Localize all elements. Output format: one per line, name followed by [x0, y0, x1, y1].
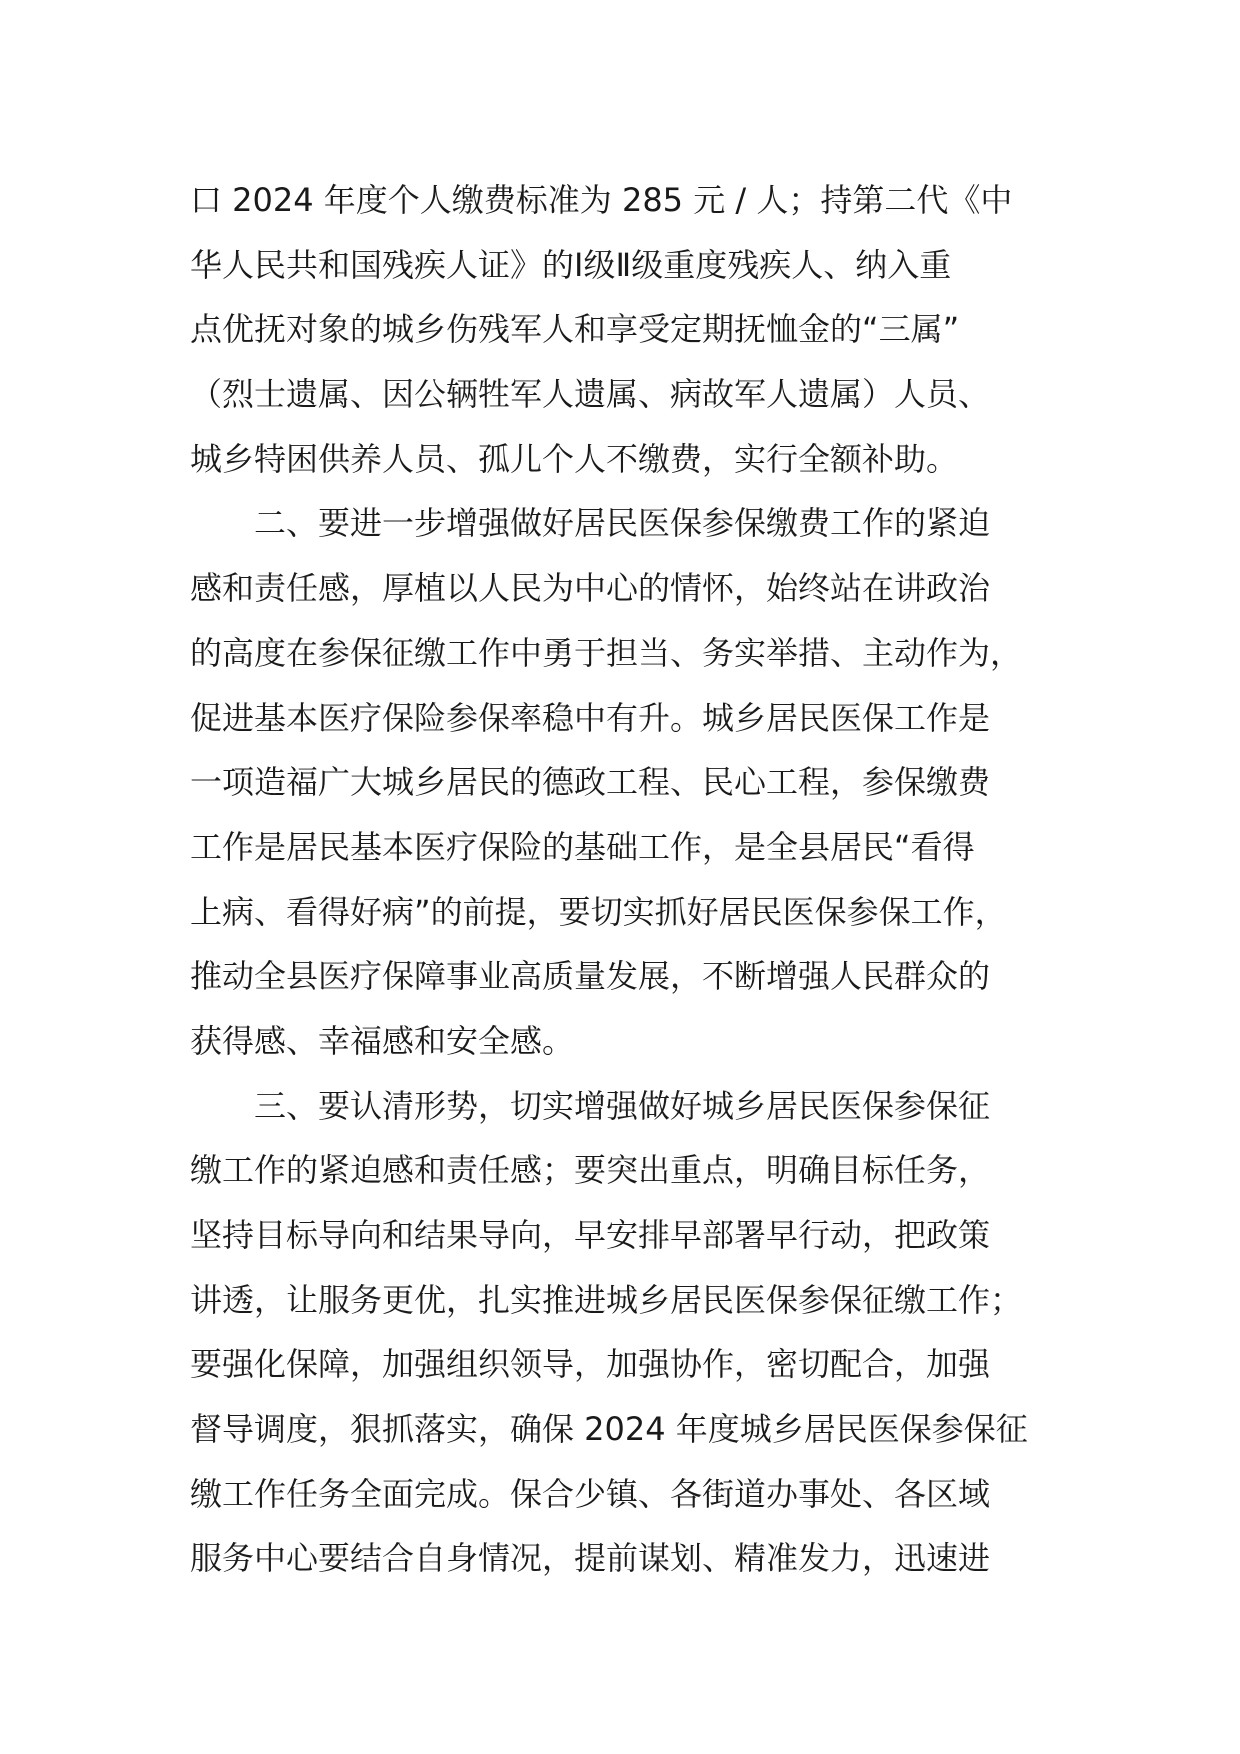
text-line: 口 2024 年度个人缴费标准为 285 元 / 人；持第二代《中 — [190, 181, 1013, 219]
text-line: 坚持目标导向和结果导向，早安排早部署早行动，把政策 — [190, 1216, 991, 1254]
text-line: 缴工作任务全面完成。保合少镇、各街道办事处、各区域 — [190, 1474, 991, 1513]
text-line: 获得感、幸福感和安全感。 — [190, 1021, 575, 1060]
text-line: 华人民共和国残疾人证》的Ⅰ级Ⅱ级重度残疾人、纳入重 — [190, 245, 952, 284]
text-line: 要强化保障，加强组织领导，加强协作，密切配合，加强 — [190, 1345, 991, 1384]
paragraph-first-line: 三、要认清形势，切实增强做好城乡居民医保参保征 — [254, 1086, 991, 1125]
text-line: （烈士遗属、因公辆牲军人遗属、病故军人遗属）人员、 — [190, 375, 991, 414]
text-line: 推动全县医疗保障事业高质量发展，不断增强人民群众的 — [190, 957, 991, 996]
text-line: 城乡特困供养人员、孤儿个人不缴费，实行全额补助。 — [190, 439, 959, 478]
text-line: 上病、看得好病”的前提，要切实抓好居民医保参保工作， — [190, 892, 1007, 931]
text-line: 工作是居民基本医疗保险的基础工作，是全县居民“看得 — [190, 827, 975, 866]
text-line: 的高度在参保征缴工作中勇于担当、务实举措、主动作为， — [190, 633, 1023, 672]
document-body — [190, 168, 1060, 1591]
text-line: 点优抚对象的城乡伤残军人和享受定期抚恤金的“三属” — [190, 310, 960, 349]
text-line: 促进基本医疗保险参保率稳中有升。城乡居民医保工作是 — [190, 698, 991, 737]
text-line: 一项造福广大城乡居民的德政工程、民心工程，参保缴费 — [190, 763, 991, 802]
text-line: 缴工作的紧迫感和责任感；要突出重点，明确目标任务， — [190, 1151, 991, 1190]
text-line: 服务中心要结合自身情况，提前谋划、精准发力，迅速进 — [190, 1539, 991, 1578]
paragraph-first-line: 二、要进一步增强做好居民医保参保缴费工作的紧迫 — [254, 504, 991, 543]
text-line: 讲透，让服务更优，扎实推进城乡居民医保参保征缴工作； — [190, 1280, 1023, 1319]
text-line: 督导调度，狠抓落实，确保 2024 年度城乡居民医保参保征 — [190, 1410, 1028, 1449]
text-line: 感和责任感，厚植以人民为中心的情怀，始终站在讲政治 — [190, 569, 991, 608]
